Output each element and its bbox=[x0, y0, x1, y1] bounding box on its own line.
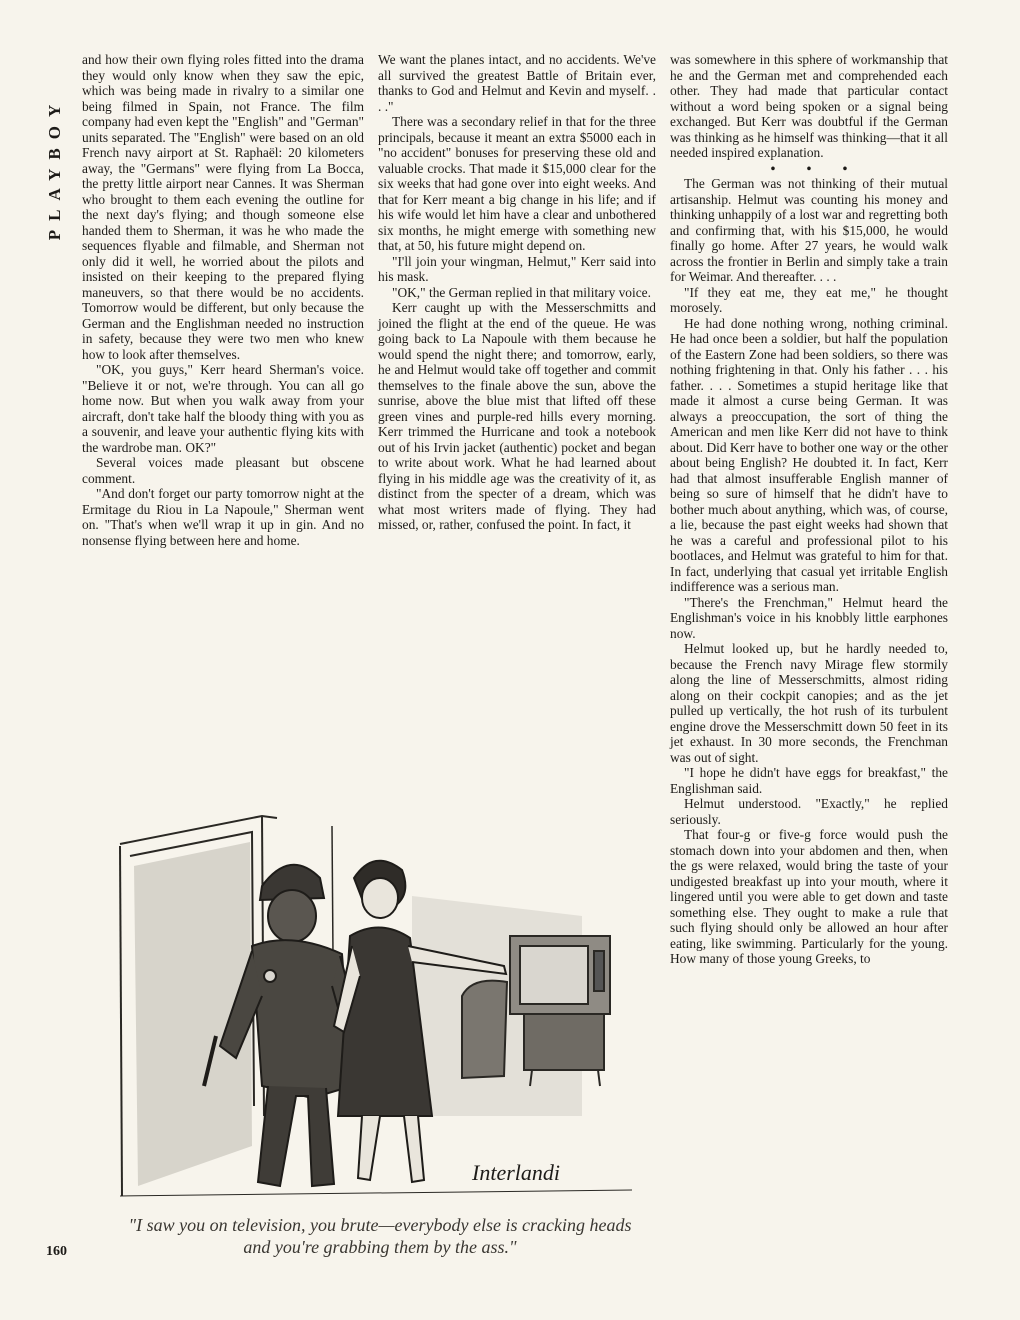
cartoon-illustration bbox=[112, 786, 640, 1206]
paragraph: "I'll join your wingman, Helmut," Kerr said into his mask. bbox=[378, 253, 656, 284]
paragraph: The German was not thinking of their mutual artisanship. Helmut was counting his money and thinking unhappily of a lost war and regretting both and confirming that, with his $15,000, he would finally go home. After 27 years, he would walk across the frontier in Berlin and simply take a train for Weimar. And thereafter. . . . bbox=[670, 176, 948, 284]
paragraph: "I hope he didn't have eggs for breakfast," the Englishman said. bbox=[670, 765, 948, 796]
paragraph: That four-g or five-g force would push the stomach down into your abdomen and then, when the gs were relaxed, would bring the taste of your undigested breakfast up into your mouth, where it lingered until you were able to get down and taste something else. They ought to make a rule that such flying should only be allowed an hour after eating, like swimming. Particularly for the young. How many of those young Greeks, to bbox=[670, 827, 948, 966]
column-2 bbox=[378, 52, 656, 533]
paragraph: Kerr caught up with the Messerschmitts and joined the flight at the end of the queue. He was going back to La Napoule with them because he would spend the night there; and tomorrow, early, he and Helmut would take off together and commit themselves to the finale above the sun, above the sunrise, above the blue mist that lifted off these green vines and purple-red hills every morning. Kerr trimmed the Hurricane and took a notebook out of his Irvin jacket (authentic) pocket and began to write about work. What he had learned about flying in his middle age was the creativity of it, as distinct from the specter of a dream, which was what most writers made of flying. They had missed, or, rather, confused the point. In fact, it bbox=[378, 300, 656, 532]
paragraph: Helmut understood. "Exactly," he replied seriously. bbox=[670, 796, 948, 827]
television bbox=[510, 936, 610, 1086]
cartoon-drawing bbox=[112, 786, 640, 1206]
paragraph: was somewhere in this sphere of workmanship that he and the German met and comprehended each other. They had made that particular contact without a word being spoken or a signal being exchanged. But Kerr was doubtful if the German was thinking as he himself was thinking—that it all needed inspired explanation. bbox=[670, 52, 948, 160]
paragraph: Helmut looked up, but he hardly needed to, because the French navy Mirage flew stormily along the line of Messerschmitts, almost riding along on their cockpit canopies; and as the jet pulled up vertically, the hot rush of its turbulent engine drove the Messerschmitt down 50 feet in its jet exhaust. In 30 more seconds, the Frenchman was out of sight. bbox=[670, 641, 948, 765]
paragraph: "There's the Frenchman," Helmut heard the Englishman's voice in his knobbly little earphones now. bbox=[670, 594, 948, 641]
column-1 bbox=[82, 52, 364, 548]
section-break: • • • bbox=[770, 160, 862, 176]
paragraph: There was a secondary relief in that for the three principals, because it meant an extra $5000 each in "no accident" bonuses for preserving these old and valuable crocks. That made it $15,000 clear for the six weeks that had gone over into eight weeks. And that for Kerr meant a big change in his life; and if his wife would let him have a clear and unbothered six months, he might emerge with something new that, at 50, his future might depend on. bbox=[378, 114, 656, 253]
paragraph: "OK, you guys," Kerr heard Sherman's voice. "Believe it or not, we're through. You can all go home now. But when you walk away from your aircraft, don't take half the bloody thing with you as a souvenir, and leave your authentic flying kits with the wardrobe man. OK?" bbox=[82, 362, 364, 455]
cartoon-caption: "I saw you on television, you brute—everybody else is cracking heads and you're grabbing them by the ass." bbox=[128, 1215, 632, 1257]
artist-signature: Interlandi bbox=[472, 1160, 560, 1185]
paragraph: and how their own flying roles fitted into the drama they would only know when they saw the epic, which was being made in rivalry to a similar one being filmed in Spain, not France. The film company had even kept the "English" and "German" units separated. The "English" were based on an old French navy airport at St. Raphaël: 20 kilometers away, the "Germans" were flying from La Bocca, the pretty little airport near Cannes. It was Sherman who brought to them each evening the outline for the next day's flying; and though someone else handed them to Sherman, it was he who made the sequences flyable and filmable, and Sherman not only did it well, he worried about the pilots and insisted on their keeping to the prepared flying maneuvers, so that there would be no accidents. Tomorrow would be different, but only because the German and the Englishman needed no instruction in safety, because they were two men who knew how to look after themselves. bbox=[82, 52, 364, 362]
paragraph: "And don't forget our party tomorrow night at the Ermitage du Riou in La Napoule," Sherman went on. "That's when we'll wrap it up in gin. And no nonsense flying between here and home. bbox=[82, 486, 364, 548]
page-number: 160 bbox=[46, 1244, 67, 1259]
paragraph: "If they eat me, they eat me," he thought morosely. bbox=[670, 284, 948, 315]
floor-line bbox=[120, 1190, 632, 1196]
paragraph: He had done nothing wrong, nothing criminal. He had once been a soldier, but half the population of the Eastern Zone had been soldiers, so there was nothing frightening in that. Only his father . . . his father. . . . Sometimes a stupid heritage like that made it almost a curse being German. It was always a preoccupation, the sort of thing the American and men like Kerr did not have to think about. Did Kerr have to bother one way or the other about being English? He doubted it. In fact, Kerr had that almost insufferable English manner of being so sure of himself that he didn't have to bother much about anything, which was, of course, a lie, because the past eight weeks had shown that he was a careful and professional pilot to his bootlaces, and Helmut was grateful to him for that. In fact, underlying that casual yet irritable English indifference was a serious man. bbox=[670, 315, 948, 594]
running-head bbox=[44, 48, 66, 288]
paragraph: Several voices made pleasant but obscene comment. bbox=[82, 455, 364, 486]
magazine-title: PLAYBOY bbox=[45, 95, 64, 241]
paragraph: We want the planes intact, and no accidents. We've all survived the greatest Battle of Britain ever, thanks to God and Helmut and Kevin and myself. . . ." bbox=[378, 52, 656, 114]
paragraph: "OK," the German replied in that military voice. bbox=[392, 284, 651, 300]
column-3 bbox=[670, 52, 948, 967]
armchair bbox=[462, 981, 507, 1078]
